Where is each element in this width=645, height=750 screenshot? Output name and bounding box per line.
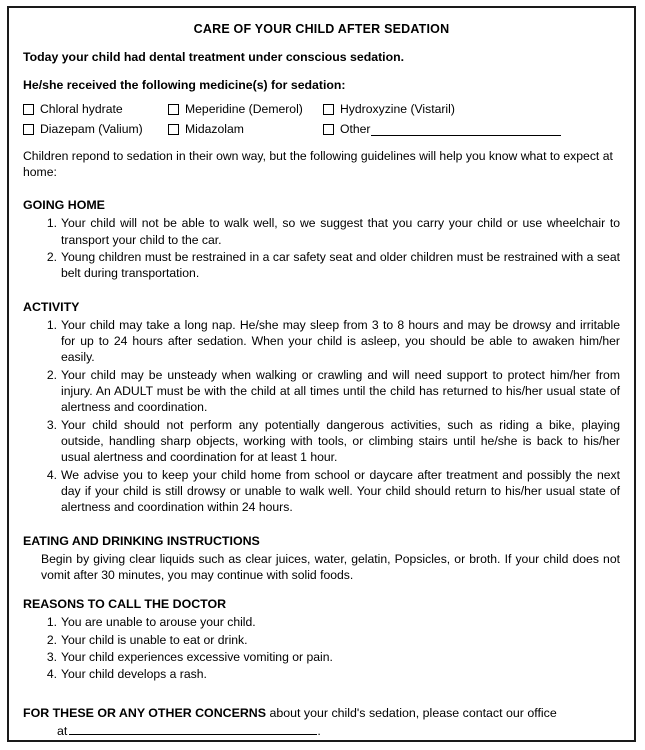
other-medicine-input[interactable] [371, 124, 561, 136]
section-activity [23, 300, 620, 516]
section-eating-drinking [23, 534, 620, 584]
checkbox-row [23, 102, 620, 116]
section-heading: EATING AND DRINKING INSTRUCTIONS [23, 533, 260, 548]
list-item-text: We advise you to keep your child home from school or daycare after treatment and possibly the next day if your child is still drowsy or unable to walk well. Your child should return to his/her usual state of alertness and coordination within 24 hours. [61, 467, 620, 515]
section-list [23, 317, 620, 516]
list-item-text: Your child may take a long nap. He/she may sleep from 3 to 8 hours and may be drowsy and irritable for up to 24 hours after sedation. When your child is asleep, you should be able to awaken him/her easily. [61, 317, 620, 365]
closing-statement [23, 705, 620, 741]
list-item [23, 649, 620, 665]
section-paragraph: Begin by giving clear liquids such as clear juices, water, gelatin, Popsicles, or broth. If your child does not vomit after 30 minutes, you may continue with solid foods. [41, 551, 620, 583]
list-number: 3. [46, 417, 57, 432]
list-number: 4. [46, 467, 57, 482]
checkbox-label: Other [340, 122, 371, 136]
section-heading: REASONS TO CALL THE DOCTOR [23, 597, 227, 612]
lead-statement: Today your child had dental treatment under conscious sedation. [23, 50, 405, 64]
checkbox-item-chloral-hydrate[interactable] [23, 102, 168, 116]
list-item-text: Your child will not be able to walk well, so we suggest that you carry your child or use wheelchair to transport your child to the car. [61, 216, 620, 247]
page-title: CARE OF YOUR CHILD AFTER SEDATION [193, 22, 450, 36]
section-list [23, 215, 620, 281]
checkbox-item-hydroxyzine[interactable] [323, 102, 620, 116]
section-list [23, 614, 620, 682]
office-contact-input[interactable] [69, 723, 317, 735]
section-going-home [23, 198, 620, 281]
intro-paragraph: Children repond to sedation in their own way, but the following guidelines will help you know what to expect at home: [23, 149, 613, 180]
document-page [7, 6, 636, 742]
checkbox-icon[interactable] [323, 124, 334, 135]
list-item [23, 317, 620, 366]
list-number: 4. [46, 667, 57, 682]
list-number: 1. [46, 615, 57, 630]
list-item [23, 367, 620, 416]
checkbox-icon[interactable] [23, 104, 34, 115]
list-item-text: Your child should not perform any potentially dangerous activities, such as riding a bike, playing outside, handling sharp objects, working with tools, or climbing stairs until he/she is back to his/her usual alertness and coordination for at least 1 hour. [61, 417, 620, 465]
checkbox-label: Diazepam (Valium) [40, 122, 143, 136]
list-item [23, 215, 620, 248]
checkbox-item-other[interactable] [323, 122, 620, 136]
checkbox-row [23, 122, 620, 136]
checkbox-icon[interactable] [168, 104, 179, 115]
checkbox-label: Meperidine (Demerol) [185, 102, 303, 116]
section-heading: GOING HOME [23, 198, 105, 213]
medicines-heading: He/she received the following medicine(s) for sedation: [23, 78, 346, 92]
section-heading: ACTIVITY [23, 299, 80, 314]
closing-bold-lead: FOR THESE OR ANY OTHER CONCERNS [23, 705, 267, 720]
list-item [23, 467, 620, 516]
list-number: 1. [46, 216, 57, 231]
checkbox-item-meperidine[interactable] [168, 102, 323, 116]
list-number: 2. [46, 367, 57, 382]
section-reasons-to-call [23, 597, 620, 682]
closing-rest: about your child's sedation, please contact our office [266, 705, 557, 720]
list-item [23, 417, 620, 466]
list-item-text: Your child experiences excessive vomiting or pain. [61, 650, 333, 665]
list-number: 2. [46, 632, 57, 647]
list-number: 1. [46, 317, 57, 332]
list-item [23, 249, 620, 282]
checkbox-icon[interactable] [168, 124, 179, 135]
closing-contact-line [23, 723, 620, 740]
list-number: 2. [46, 249, 57, 264]
checkbox-icon[interactable] [23, 124, 34, 135]
list-item-text: Your child may be unsteady when walking or crawling and will need support to protect him/her from injury. An ADULT must be with the child at all times until the child has returned to his/her usual state of alertness and coordination. [61, 367, 620, 415]
list-item-text: Young children must be restrained in a car safety seat and older children must be restrained with a seat belt during transportation. [61, 249, 620, 281]
medicines-checkbox-grid [23, 102, 620, 136]
list-item [23, 632, 620, 648]
checkbox-label: Midazolam [185, 122, 244, 136]
checkbox-label: Chloral hydrate [40, 102, 123, 116]
list-item-text: Your child develops a rash. [61, 667, 207, 682]
checkbox-label: Hydroxyzine (Vistaril) [340, 102, 455, 116]
closing-period: . [317, 724, 321, 739]
list-item [23, 666, 620, 682]
list-item-text: You are unable to arouse your child. [61, 615, 256, 630]
closing-at-label: at [57, 724, 68, 739]
list-item [23, 614, 620, 630]
list-item-text: Your child is unable to eat or drink. [61, 632, 248, 647]
list-number: 3. [46, 650, 57, 665]
checkbox-item-diazepam[interactable] [23, 122, 168, 136]
checkbox-item-midazolam[interactable] [168, 122, 323, 136]
checkbox-icon[interactable] [323, 104, 334, 115]
